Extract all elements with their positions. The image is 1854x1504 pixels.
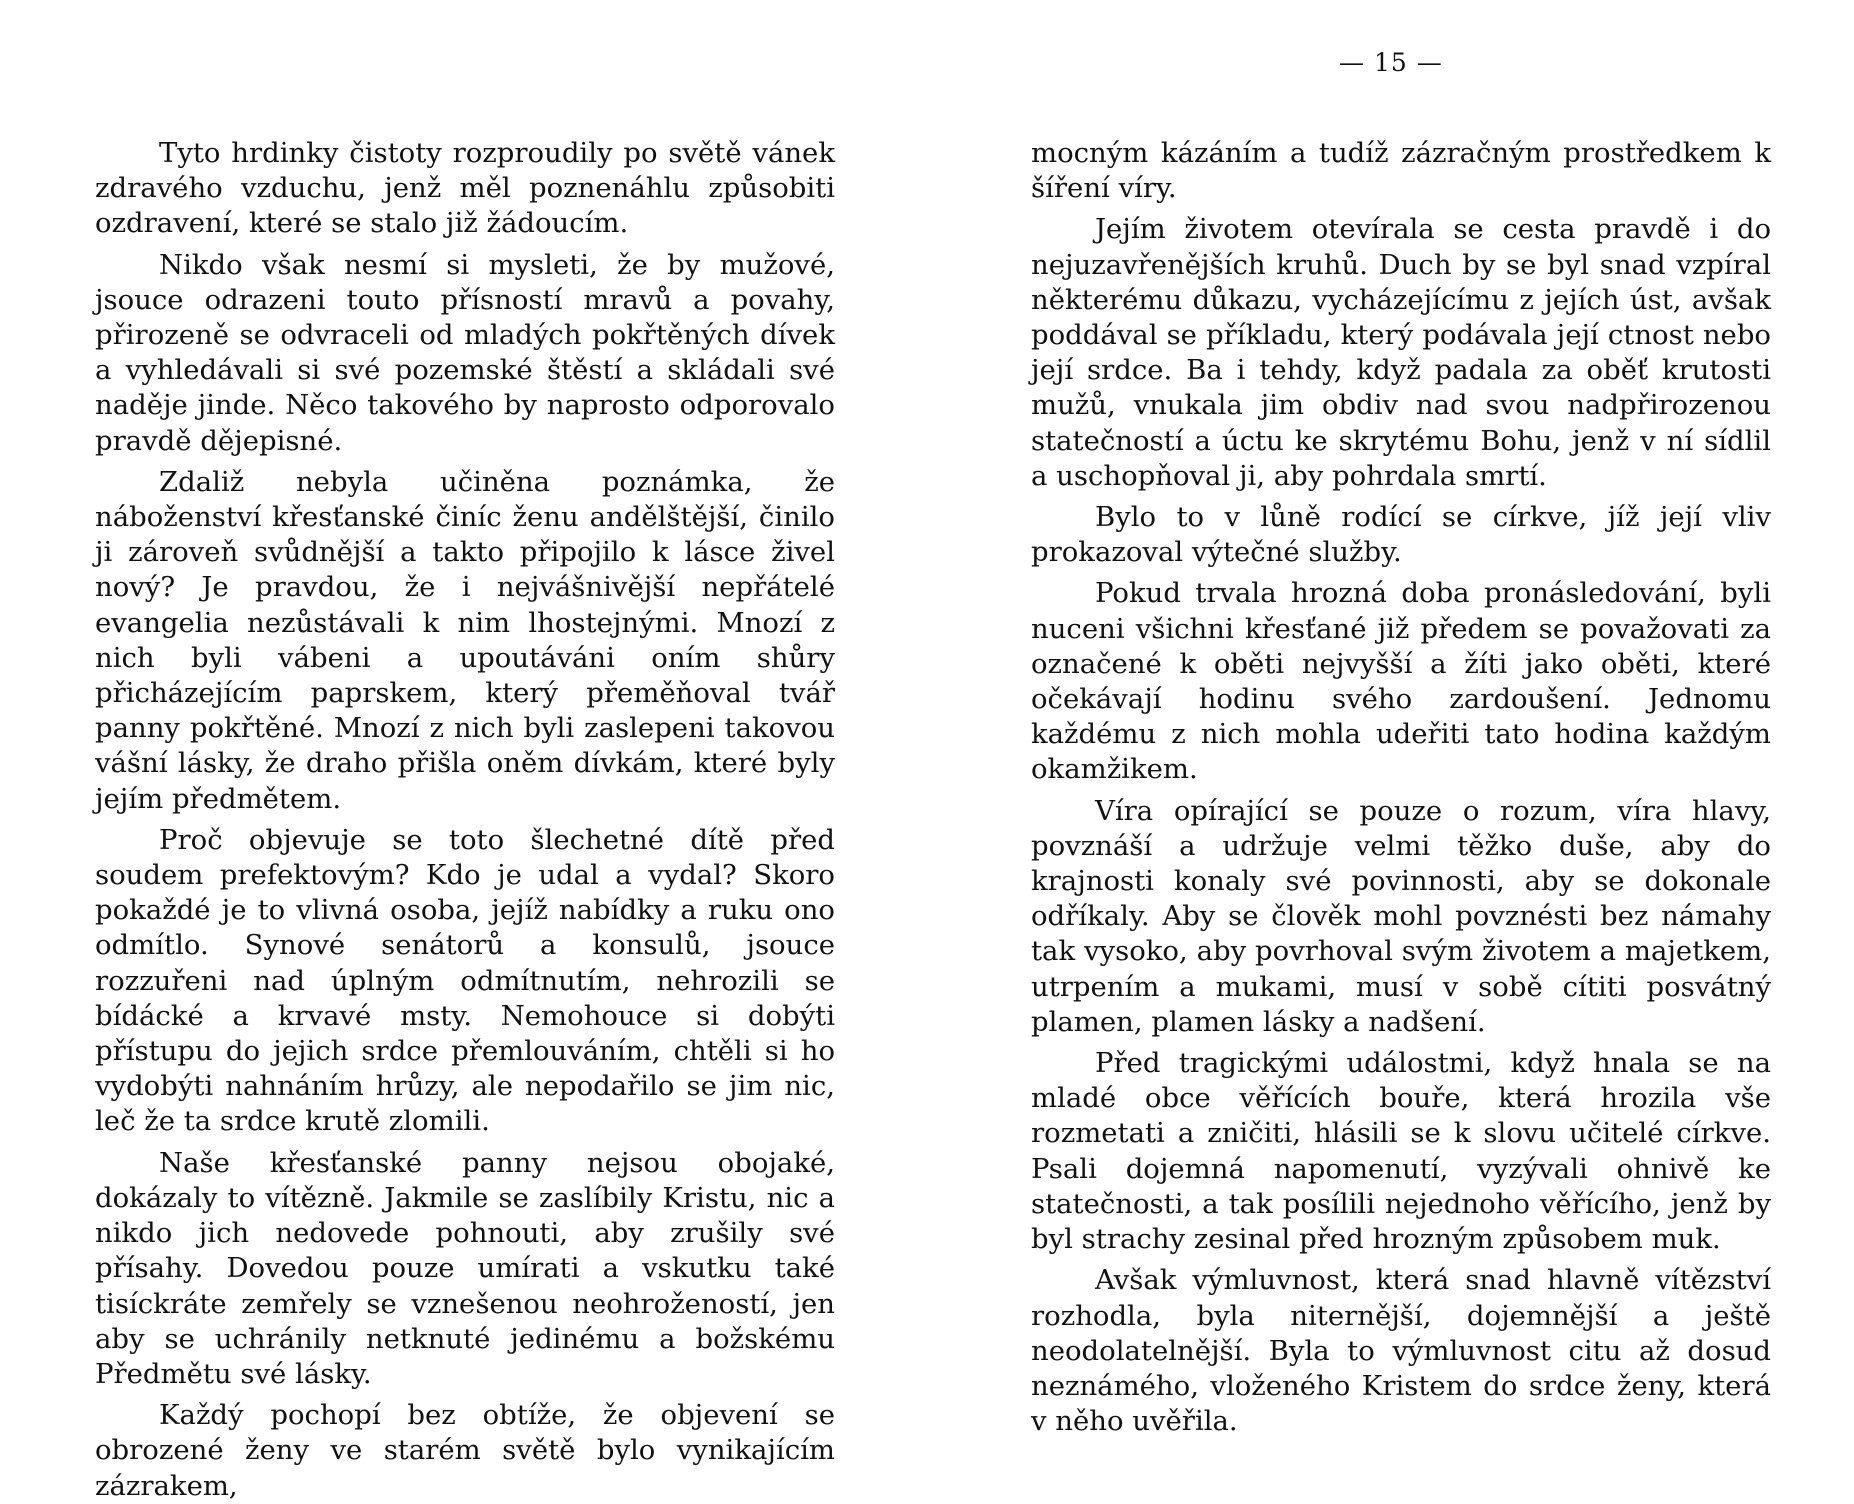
right-page-text bbox=[1031, 136, 1771, 1439]
paragraph: Jejím životem otevírala se cesta pravdě i do nejuzavřenějších kruhů. Duch by se byl snad vzpíral některému důkazu, vycházejícímu z jejích úst, avšak poddával se příkladu, který podávala její ctnost nebo její srdce. Ba i tehdy, když padala za oběť krutosti mužů, vnukala jim obdiv nad svou nadpřirozenou statečností a úctu ke skrytému Bohu, jenž v ní sídlil a uschopňoval ji, aby pohrdala smrtí. bbox=[1031, 213, 1771, 492]
left-page-text bbox=[95, 136, 835, 1504]
paragraph: Avšak výmluvnost, která snad hlavně vítězství rozhodla, byla niternější, dojemnější a ještě neodolatelnější. Byla to výmluvnost citu až dosud neznámého, vloženého Kristem do srdce ženy, která v něho uvěřila. bbox=[1031, 1264, 1771, 1438]
right-page bbox=[927, 0, 1854, 1500]
paragraph: Každý pochopí bez obtíže, že objevení se obrozené ženy ve starém světě bylo vynikajícím zázrakem, bbox=[95, 1399, 835, 1502]
paragraph: Proč objevuje se toto šlechetné dítě před soudem prefektovým? Kdo je udal a vydal? Skoro pokaždé je to vlivná osoba, jejíž nabídky a ruku ono odmítlo. Synové senátorů a konsulů, jsouce rozzuřeni nad úplným odmítnutím, nehrozili se bídácké a krvavé msty. Nemohouce si dobýti přístupu do jejich srdce přemlouváním, chtěli si ho vydobýti nahnáním hrůzy, ale nepodařilo se jim nic, leč že ta srdce krutě zlomili. bbox=[95, 823, 835, 1138]
paragraph: Před tragickými událostmi, když hnala se na mladé obce věřících bouře, která hrozila vše rozmetati a zničiti, hlásili se k slovu učitelé církve. Psali dojemná napomenutí, vyzývali ohnivě ke statečnosti, a tak posílili nejednoho věřícího, jenž by byl strachy zesinal před hrozným způsobem muk. bbox=[1031, 1047, 1771, 1256]
left-page bbox=[0, 0, 927, 1500]
paragraph: Bylo to v lůně rodící se církve, jíž její vliv prokazoval výtečné služby. bbox=[1031, 501, 1771, 569]
paragraph-continued: mocným kázáním a tudíž zázračným prostředkem k šíření víry. bbox=[1031, 137, 1771, 205]
paragraph: Naše křesťanské panny nejsou obojaké, dokázaly to vítězně. Jakmile se zaslíbily Kristu, nic a nikdo jich nedovede pohnouti, aby zrušily své přísahy. Dovedou pouze umírati a vskutku také tisíckráte zemřely se vznešenou neohrožeností, jen aby se uchránily netknuté jedinému a božskému Předmětu své lásky. bbox=[95, 1146, 835, 1390]
paragraph: Víra opírající se pouze o rozum, víra hlavy, povznáší a udržuje velmi těžko duše, aby do krajnosti konaly své povinnosti, aby se dokonale odříkaly. Aby se člověk mohl povznésti bez námahy tak vysoko, aby povrhoval svým životem a majetkem, utrpením a mukami, musí v sobě cítiti posvátný plamen, plamen lásky a nadšení. bbox=[1031, 794, 1771, 1038]
page-number: — 15 — bbox=[1339, 48, 1443, 77]
paragraph: Pokud trvala hrozná doba pronásledování, byli nuceni všichni křesťané již předem se považovati za označené k oběti nejvyšší a žíti jako oběti, které očekávají hodinu svého zardoušení. Jednomu každému z nich mohla udeřiti tato hodina každým okamžikem. bbox=[1031, 577, 1771, 786]
paragraph: Tyto hrdinky čistoty rozproudily po světě vánek zdravého vzduchu, jenž měl poznenáhlu způsobiti ozdravení, které se stalo již žádoucím. bbox=[95, 137, 835, 240]
paragraph: Nikdo však nesmí si mysleti, že by mužové, jsouce odrazeni touto přísností mravů a povahy, přirozeně se odvraceli od mladých pokřtěných dívek a vyhledávali si své pozemské štěstí a skládali své naděje jinde. Něco takového by naprosto odporovalo pravdě dějepisné. bbox=[95, 248, 835, 457]
paragraph: Zdaliž nebyla učiněna poznámka, že náboženství křesťanské činíc ženu andělštější, činilo ji zároveň svůdnější a takto připojilo k lásce živel nový? Je pravdou, že i nejvášnivější nepřátelé evangelia nezůstávali k nim lhostejnými. Mnozí z nich byli vábeni a upoutáváni oním shůry přicházejícím paprskem, který přeměňoval tvář panny pokřtěné. Mnozí z nich byli zaslepeni takovou vášní lásky, že draho přišla oněm dívkám, které byly jejím předmětem. bbox=[95, 465, 835, 815]
